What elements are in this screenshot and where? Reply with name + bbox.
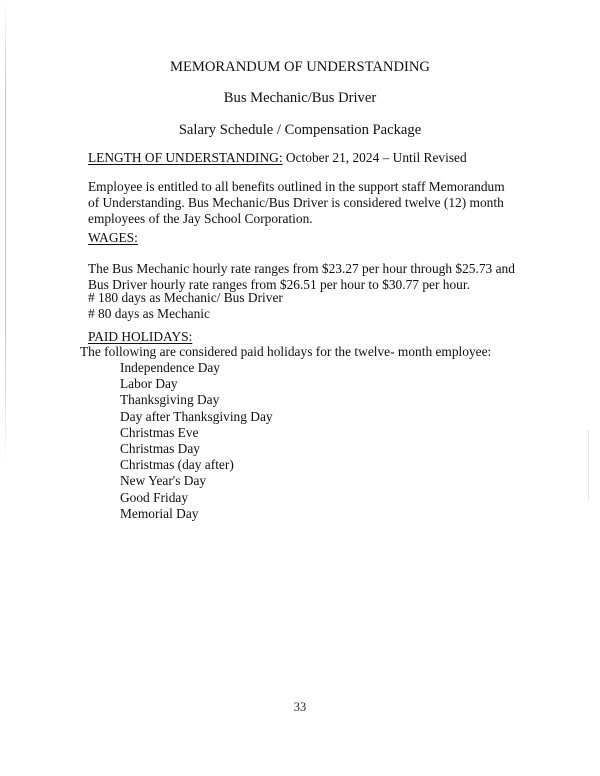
scan-artifact-right [588,430,589,500]
wages-rates-paragraph: The Bus Mechanic hourly rate ranges from $23.27 per hour through $25.73 and Bus Driver hourly rate ranges from $26.51 per hour to $30.77 per hour. [88,261,515,293]
paid-holidays-list [88,360,518,522]
wages-heading: WAGES: [88,230,138,245]
list-item: Christmas Eve [120,424,199,440]
document-subtitle-package: Salary Schedule / Compensation Package [178,122,422,138]
wages-days-note-1: # 180 days as Mechanic/ Bus Driver [88,290,283,305]
list-item: Memorial Day [120,505,199,521]
list-item: Independence Day [120,360,221,375]
length-of-understanding-line [88,150,518,166]
length-of-understanding-value: October 21, 2024 – Until Revised [282,150,467,165]
list-item: Good Friday [120,489,189,505]
wages-days-note-2: # 80 days as Mechanic [88,306,210,321]
list-item: Christmas (day after) [120,457,234,473]
list-item: Day after Thanksgiving Day [120,408,273,424]
length-of-understanding-heading: LENGTH OF UNDERSTANDING: [88,150,283,165]
document-title: MEMORANDUM OF UNDERSTANDING [170,59,430,75]
intro-paragraph: Employee is entitled to all benefits outlined in the support staff Memorandum of Understanding. Bus Mechanic/Bus Driver is considered twelve (12) month employees of the Jay School Corporation. [88,179,505,227]
document-subtitle-role: Bus Mechanic/Bus Driver [223,90,377,106]
paid-holidays-heading: PAID HOLIDAYS: [88,329,193,344]
page-number: 33 [293,700,307,714]
paid-holidays-heading-wrap [88,329,518,345]
scan-artifact-left [5,0,6,776]
list-item: Thanksgiving Day [120,392,220,408]
list-item: New Year's Day [120,473,207,489]
list-item: Christmas Day [120,441,200,457]
paid-holidays-intro: The following are considered paid holidays for the twelve- month employee: [80,344,492,359]
wages-heading-wrap [88,230,518,246]
list-item: Labor Day [120,376,178,392]
